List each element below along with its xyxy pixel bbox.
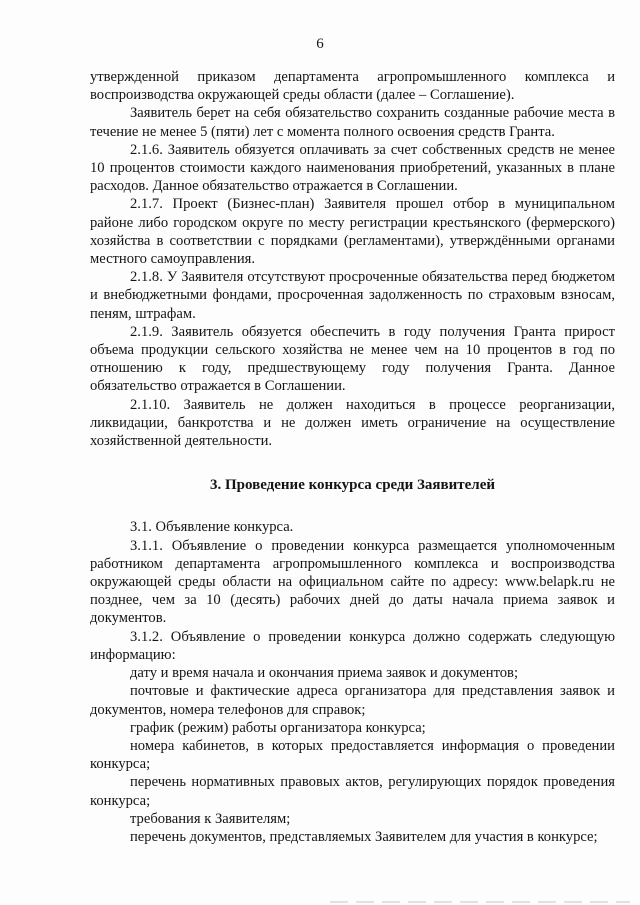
scan-artifact-line	[330, 901, 630, 903]
paragraph: 2.1.7. Проект (Бизнес-план) Заявителя прошел отбор в муниципальном районе либо городском округе по месту регистрации крестьянского (фермерского) хозяйства в соответствии с порядками (регламентами), утверждёнными органами местного самоуправления.	[90, 196, 615, 268]
paragraph: Заявитель берет на себя обязательство сохранить созданные рабочие места в течение не менее 5 (пяти) лет с момента полного освоения средств Гранта.	[90, 105, 615, 140]
paragraphs-after-heading	[90, 518, 615, 846]
paragraph: график (режим) работы организатора конкурса;	[130, 719, 426, 736]
paragraphs-before-heading	[90, 68, 615, 450]
page-number: 6	[316, 36, 324, 52]
paragraph: 3.1.2. Объявление о проведении конкурса должно содержать следующую информацию:	[90, 628, 615, 663]
paragraph: перечень документов, представляемых Заявителем для участия в конкурсе;	[130, 828, 598, 845]
paragraph: 2.1.10. Заявитель не должен находиться в процессе реорганизации, ликвидации, банкротства и не должен иметь ограничение на осуществление хозяйственной деятельности.	[90, 396, 615, 450]
section-heading: 3. Проведение конкурса среди Заявителей	[209, 477, 496, 494]
paragraph: требования к Заявителям;	[130, 810, 291, 827]
paragraph: 3.1. Объявление конкурса.	[130, 519, 294, 536]
paragraph: дату и время начала и окончания приема заявок и документов;	[130, 665, 518, 682]
paragraph: 2.1.8. У Заявителя отсутствуют просроченные обязательства перед бюджетом и внебюджетными фондами, просроченная задолженность по страховым взносам, пеням, штрафам.	[90, 269, 615, 322]
paragraph: номера кабинетов, в которых предоставляется информация о проведении конкурса;	[90, 737, 615, 773]
paragraph: перечень нормативных правовых актов, регулирующих порядок проведения конкурса;	[90, 774, 615, 809]
document-body	[90, 68, 615, 846]
paragraph: 2.1.9. Заявитель обязуется обеспечить в году получения Гранта прирост объема продукции сельского хозяйства не менее чем на 10 процентов в год по отношению к году, предшествующему году получения Гранта. Данное обязательство отражается в Соглашении.	[90, 323, 615, 395]
paragraph: почтовые и фактические адреса организатора для представления заявок и документов, номера телефонов для справок;	[90, 683, 615, 718]
paragraph: утвержденной приказом департамента агропромышленного комплекса и воспроизводства окружающей среды области (далее – Соглашение).	[90, 69, 615, 104]
paragraph: 3.1.1. Объявление о проведении конкурса размещается уполномоченным работником департамента агропромышленного комплекса и воспроизводства окружающей среды области на официальном сайте по адресу: www.belapk.ru не позднее, чем за 10 (десять) рабочих дней до даты начала приема заявок и документов.	[90, 537, 615, 627]
paragraph: 2.1.6. Заявитель обязуется оплачивать за счет собственных средств не менее 10 процентов стоимости каждого наименования приобретений, указанных в плане расходов. Данное обязательство отражается в Соглашении.	[90, 141, 615, 195]
